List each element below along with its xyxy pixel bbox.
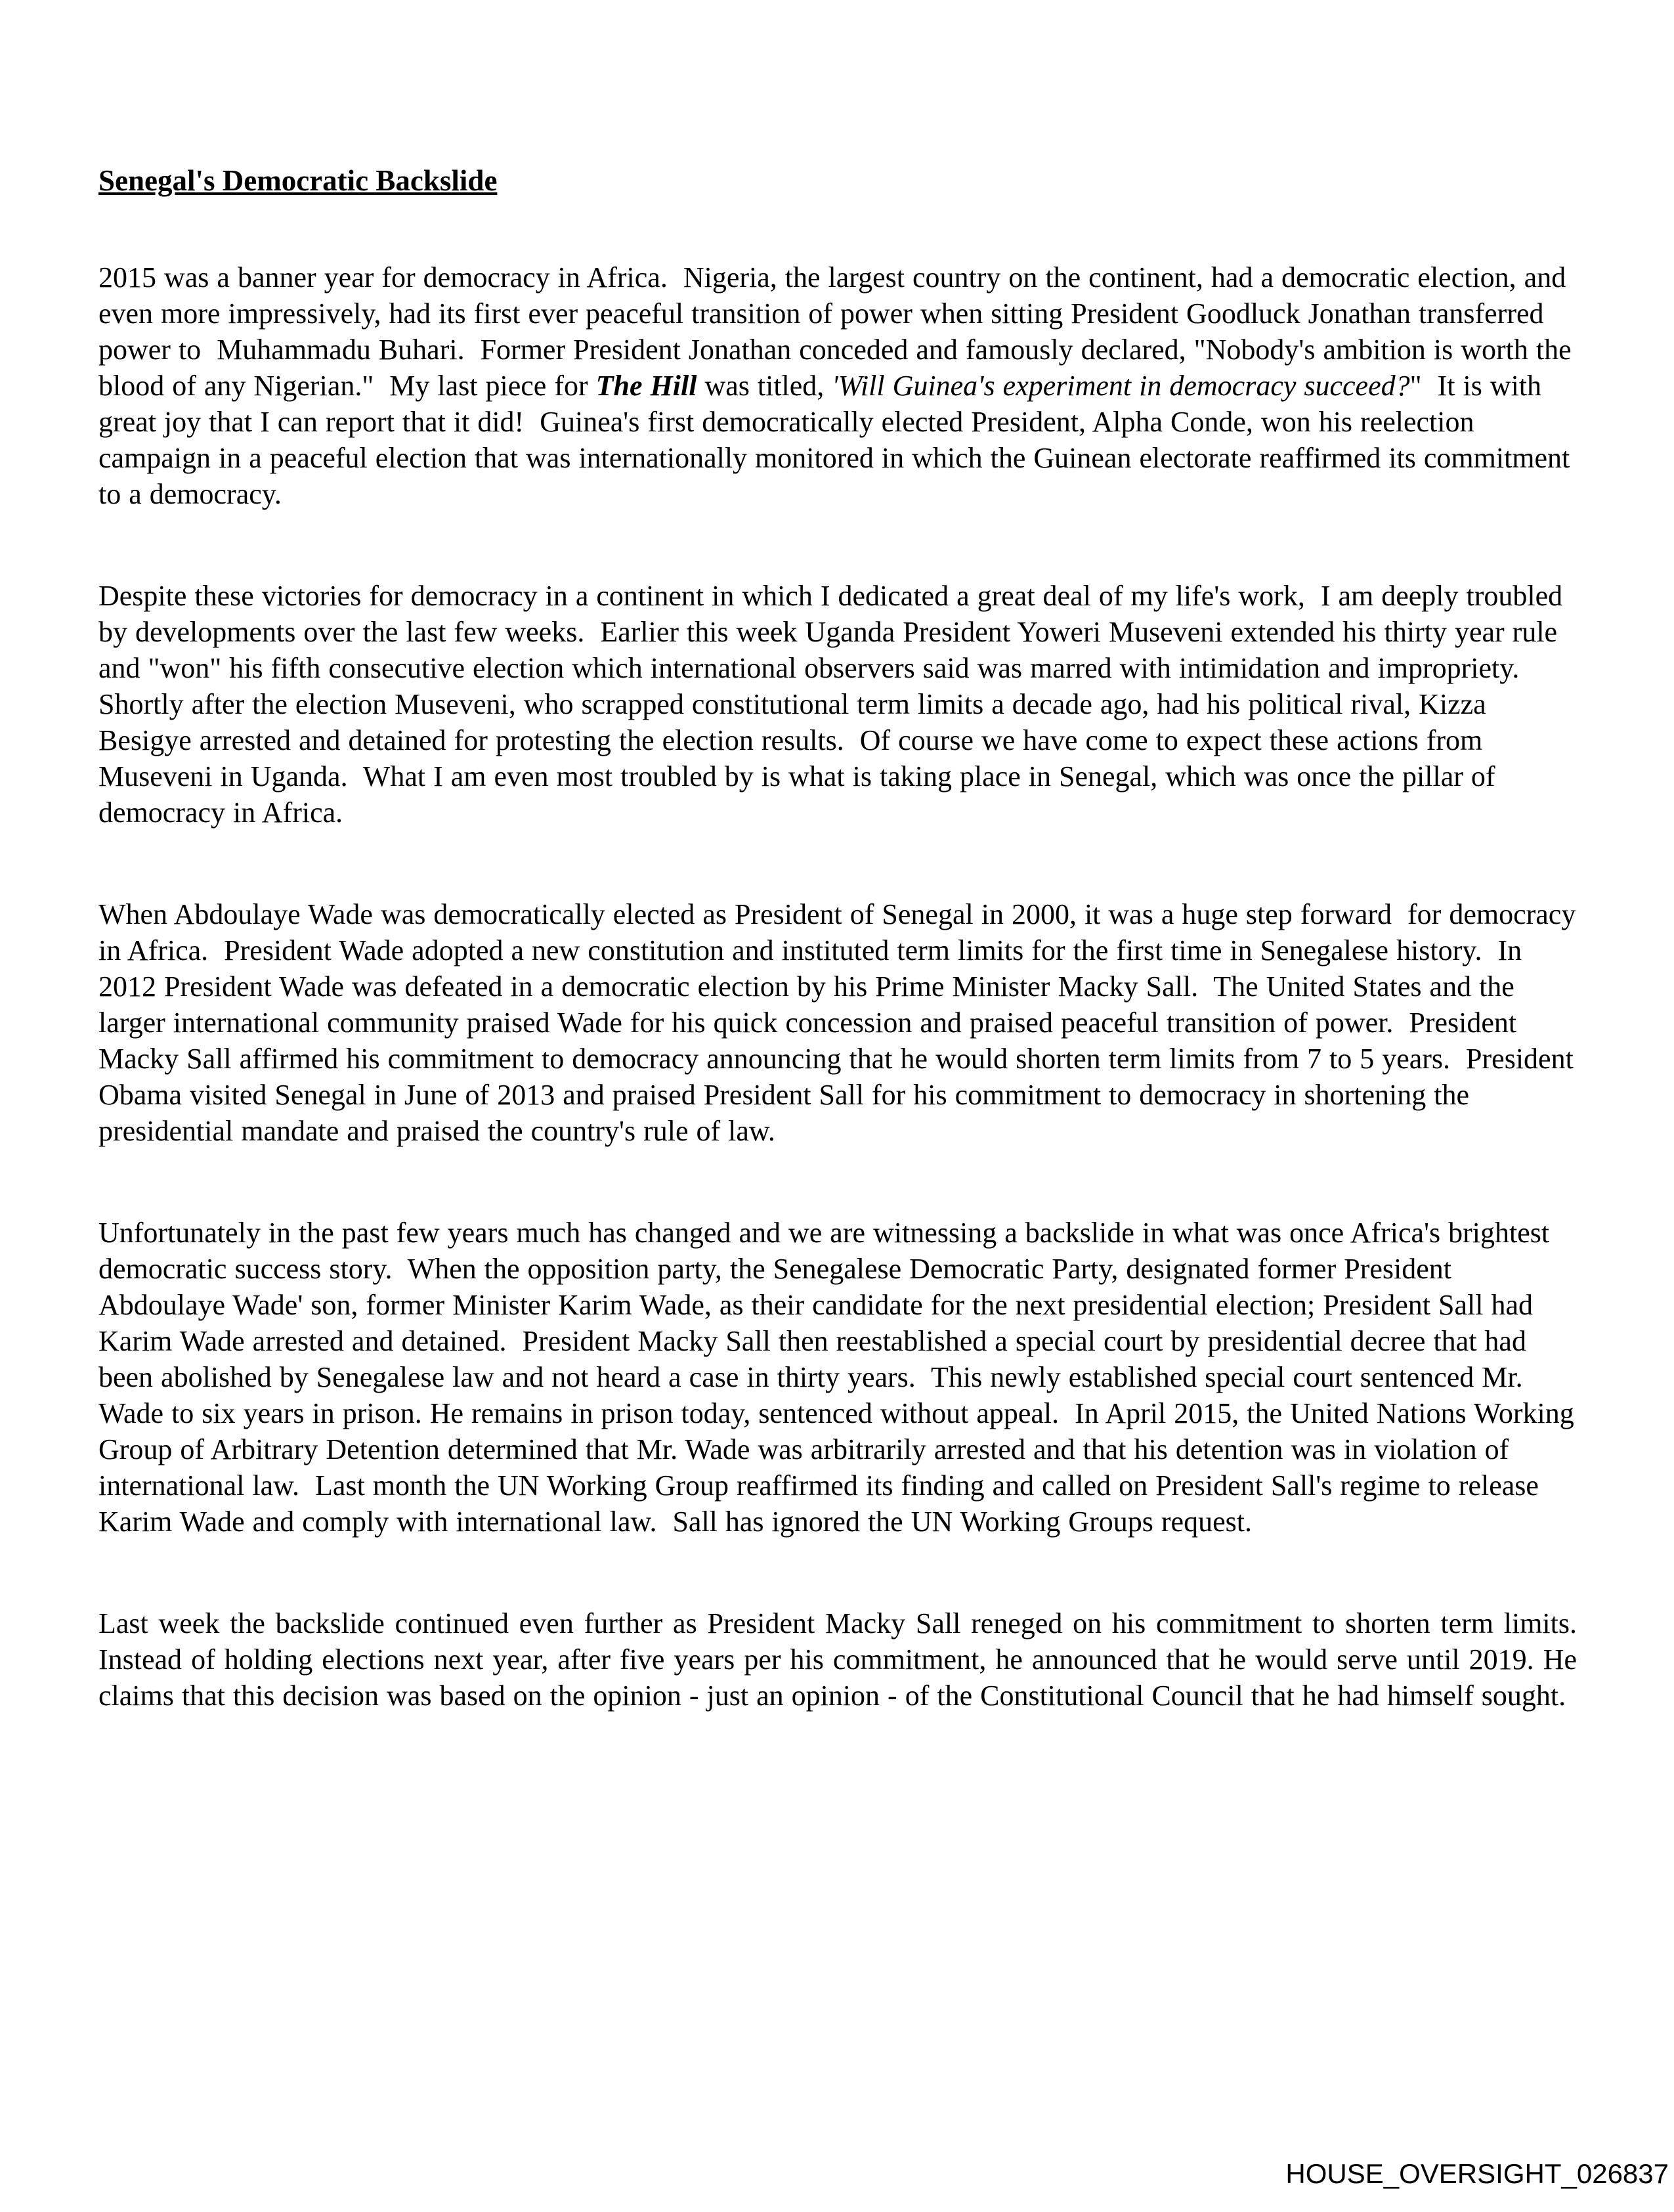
article-title-emphasis: 'Will Guinea's experiment in democracy succeed? <box>832 370 1410 402</box>
paragraph-5: Last week the backslide continued even further as President Macky Sall reneged on his commitment to shorten term limits. Instead of holding elections next year, after five years per his commitment, he announced that he would serve until 2019. He claims that this decision was based on the opinion - just an opinion - of the Constitutional Council that he had himself sought. <box>98 1607 1577 1712</box>
paragraph-1-mid: was titled, <box>697 370 832 402</box>
paragraph-1-lead: 2015 was a banner year for democracy in Africa. Nigeria, the largest country on the continent, had a democratic election, and even more impressively, had its first ever peaceful transition of power when sitting President Goodluck Jonathan transferred power to Muhammadu Buhari. Former President Jonathan conceded and famously declared, "Nobody's ambition is worth the blood of any Nigerian." My last piece for <box>98 261 1579 402</box>
publication-name-emphasis: The Hill <box>595 370 697 402</box>
bates-number: HOUSE_OVERSIGHT_026837 <box>1285 2158 1669 2189</box>
document-content <box>98 163 1584 1779</box>
paragraph-1 <box>98 259 1577 512</box>
paragraph-1-tail: " It is with great joy that I can report that it did! Guinea's first democratically elected President, Alpha Conde, won his reelection campaign in a peaceful election that was internationally monitored in which the Guinean electorate reaffirmed its commitment to a democracy. <box>98 370 1578 510</box>
paragraph-2: Despite these victories for democracy in a continent in which I dedicated a great deal of my life's work, I am deeply troubled by developments over the last few weeks. Earlier this week Uganda President Yoweri Museveni extended his thirty year rule and "won" his fifth consecutive election which international observers said was marred with intimidation and impropriety. Shortly after the election Museveni, who scrapped constitutional term limits a decade ago, had his political rival, Kizza Besigye arrested and detained for protesting the election results. Of course we have come to expect these actions from Museveni in Uganda. What I am even most troubled by is what is taking place in Senegal, which was once the pillar of democracy in Africa. <box>98 580 1571 829</box>
document-title: Senegal's Democratic Backslide <box>98 164 498 197</box>
paragraph-3: When Abdoulaye Wade was democratically elected as President of Senegal in 2000, it was a huge step forward for democracy in Africa. President Wade adopted a new constitution and instituted term limits for the first time in Senegalese history. In 2012 President Wade was defeated in a democratic election by his Prime Minister Macky Sall. The United States and the larger international community praised Wade for his quick concession and praised peaceful transition of power. President Macky Sall affirmed his commitment to democracy announcing that he would shorten term limits from 7 to 5 years. President Obama visited Senegal in June of 2013 and praised President Sall for his commitment to democracy in shortening the presidential mandate and praised the country's rule of law. <box>98 898 1584 1147</box>
paragraph-4: Unfortunately in the past few years much has changed and we are witnessing a backslide in what was once Africa's brightest democratic success story. When the opposition party, the Senegalese Democratic Party, designated former President Abdoulaye Wade' son, former Minister Karim Wade, as their candidate for the next presidential election; President Sall had Karim Wade arrested and detained. President Macky Sall then reestablished a special court by presidential decree that had been abolished by Senegalese law and not heard a case in thirty years. This newly established special court sentenced Mr. Wade to six years in prison. He remains in prison today, sentenced without appeal. In April 2015, the United Nations Working Group of Arbitrary Detention determined that Mr. Wade was arbitrarily arrested and that his detention was in violation of international law. Last month the UN Working Group reaffirmed its finding and called on President Sall's regime to release Karim Wade and comply with international law. Sall has ignored the UN Working Groups request. <box>98 1217 1582 1538</box>
